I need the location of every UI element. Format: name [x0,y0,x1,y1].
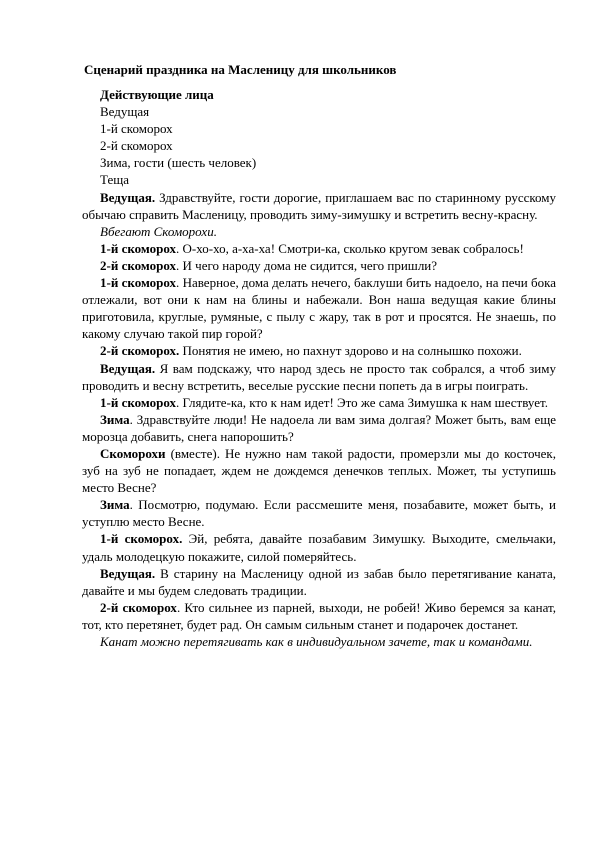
dialogue-text: . Здравствуйте люди! Не надоела ли вам зима долгая? Может быть, вам еще морозца добавить, снега напорошить? [82,411,556,444]
dialogue-paragraph [82,360,556,394]
cast-item: Ведущая [100,104,150,120]
speaker-name: Ведущая. [100,189,156,205]
dialogue-paragraph [82,189,556,223]
dialogue-text: Здравствуйте, гости дорогие, приглашаем вас по старинному русскому обычаю справить Масленицу, проводить зиму-зимушку и встретить весну-красну. [82,189,556,222]
dialogue-paragraph [82,565,556,599]
dialogue-text: . Наверное, дома делать нечего, баклуши бить надоело, на печи бока отлежали, вот они к нам на блины и набежали. Вон наша ведущая какие блины приготовила, круглые, румяные, с пылу с жару, так в рот и просятся. Не знаешь, по какому случаю такой пир горой? [82,275,556,342]
dialogue-text: (вместе). Не нужно нам такой радости, промерзли мы до косточек, зуб на зуб не попадает, ждем не дождемся денечков теплых. Может, ты уступишь место Весне? [82,445,556,496]
dialogue-text: . Глядите-ка, кто к нам идет! Это же сама Зимушка к нам шествует. [176,394,548,410]
speaker-name: 1-й скоморох. [100,531,183,547]
speaker-name: Ведущая. [100,360,156,376]
dialogue-paragraph [82,240,556,257]
speaker-name: 2-й скоморох [100,257,177,273]
speaker-name: 1-й скоморох [100,240,177,256]
dialogue-text: . Кто сильнее из парней, выходи, не робей! Живо беремся за канат, тот, кто перетянет, будет рад. Он самым сильным станет и подарочек достанет. [82,599,556,632]
cast-item: Теща [100,172,129,188]
speaker-name: Скоморохи [100,445,166,461]
speaker-name: Ведущая. [100,565,156,581]
cast-item: Зима, гости (шесть человек) [100,155,257,171]
dialogue-paragraph [82,342,556,359]
speaker-name: 2-й скоморох [100,599,177,615]
document-body [82,86,556,650]
dialogue-text: В старину на Масленицу одной из забав было перетягивание каната, давайте и мы будем следовать традиции. [82,565,556,598]
dialogue-paragraph [82,274,556,342]
speaker-name: 2-й скоморох. [100,343,180,359]
dialogue-paragraph [82,496,556,530]
cast-item: 2-й скоморох [100,138,173,154]
dialogue-paragraph [82,530,556,564]
dialogue-text: . И чего народу дома не сидится, чего пришли? [176,257,438,273]
speaker-name: Зима [100,411,130,427]
dialogue-text: Эй, ребята, давайте позабавим Зимушку. Выходите, смельчаки, удаль молодецкую покажите, силой померяйтесь. [82,531,556,564]
dialogue-paragraph [82,257,556,274]
dialogue-paragraph [82,599,556,633]
speaker-name: 1-й скоморох [100,275,177,291]
speaker-name: 1-й скоморох [100,394,177,410]
dialogue-paragraph [82,411,556,445]
dialogue-paragraph [82,394,556,411]
cast-item: 1-й скоморох [100,121,173,137]
dialogue-text: Понятия не имею, но пахнут здорово и на солнышко похожи. [179,343,522,359]
speaker-name: Зима [100,497,130,513]
document-title: Сценарий праздника на Масленицу для школьников [84,62,397,77]
dialogue-text: Я вам подскажу, что народ здесь не просто так собрался, а чтоб зиму проводить и весну встретить, веселые русские песни попеть да в игры поиграть. [82,360,556,393]
dialogue-paragraph [82,445,556,496]
stage-direction: Канат можно перетягивать как в индивидуальном зачете, так и командами. [100,634,533,649]
stage-direction: Вбегают Скоморохи. [100,223,217,239]
cast-heading: Действующие лица [100,87,214,102]
dialogue-text: . Посмотрю, подумаю. Если рассмешите меня, позабавите, может быть, и уступлю место Весне. [82,497,556,530]
dialogue-text: . О-хо-хо, а-ха-ха! Смотри-ка, сколько кругом зевак собралось! [176,240,524,256]
